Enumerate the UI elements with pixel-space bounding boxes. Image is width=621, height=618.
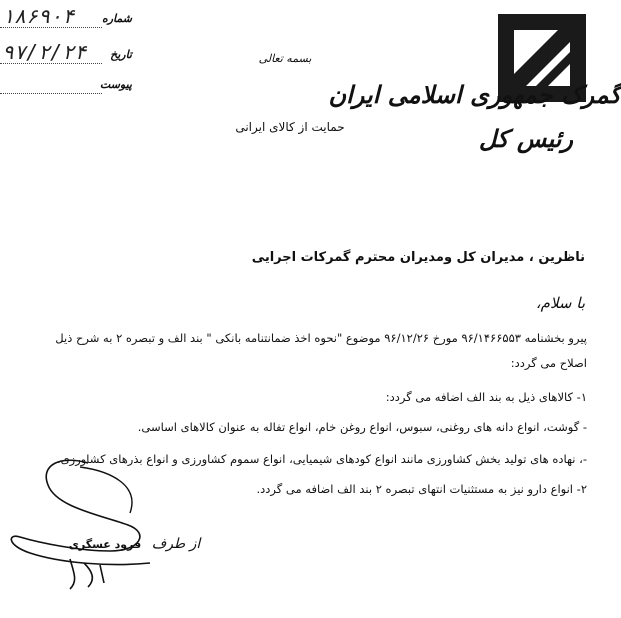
letter-attachment-line	[0, 93, 102, 94]
letter-attachment-row	[0, 78, 132, 94]
head-title: رئیس کل	[478, 124, 573, 153]
on-behalf-label: از طرف	[151, 536, 201, 552]
letter-number-row	[0, 4, 132, 28]
item-1b: -، نهاده های تولید بخش کشاورزی مانند انواع کودهای شیمیایی، انواع سموم کشاورزی و انواع بذرهای کشاورزی.	[56, 452, 587, 466]
organization-name: گمرک جمهوری اسلامی ایران	[328, 80, 621, 109]
letter-attachment-label: پیوست	[99, 78, 132, 91]
paragraph-1-cont: اصلاح می گردد:	[510, 356, 587, 370]
letter-address: ناظرین ، مدیران کل ومدیران محترم گمرکات اجرایی	[251, 250, 585, 265]
letter-date-value: ۹۷/۲/۲۴	[2, 40, 87, 64]
letter-number-label: شماره	[101, 12, 132, 25]
letter-greeting: با سلام،	[535, 294, 585, 312]
letter-date-row	[0, 40, 132, 64]
item-1: ۱- کالاهای ذیل به بند الف اضافه می گردد:	[385, 390, 587, 404]
item-1a: - گوشت، انواع دانه های روغنی، سبوس، انواع روغن خام، انواع تفاله به عنوان کالاهای اساسی.	[137, 420, 587, 434]
slogan: حمایت از کالای ایرانی	[235, 120, 345, 134]
item-2: ۲- انواع دارو نیز به مستثنیات انتهای تبصره ۲ بند الف اضافه می گردد.	[256, 482, 587, 496]
signer-name: فرود عسگری	[68, 538, 142, 551]
handwritten-signature	[0, 455, 210, 595]
paragraph-1: پیرو بخشنامه ۹۶/۱۴۶۶۵۵۳ مورخ ۹۶/۱۲/۲۶ موضوع "نحوه اخذ ضمانتنامه بانکی " بند الف و تبصره ۲ به شرح ذیل	[55, 331, 587, 345]
letter-number-value: ۱۸۶۹۰۴	[2, 4, 75, 28]
basmala: بسمه تعالی	[258, 52, 312, 65]
letter-date-label: تاریخ	[110, 48, 132, 61]
